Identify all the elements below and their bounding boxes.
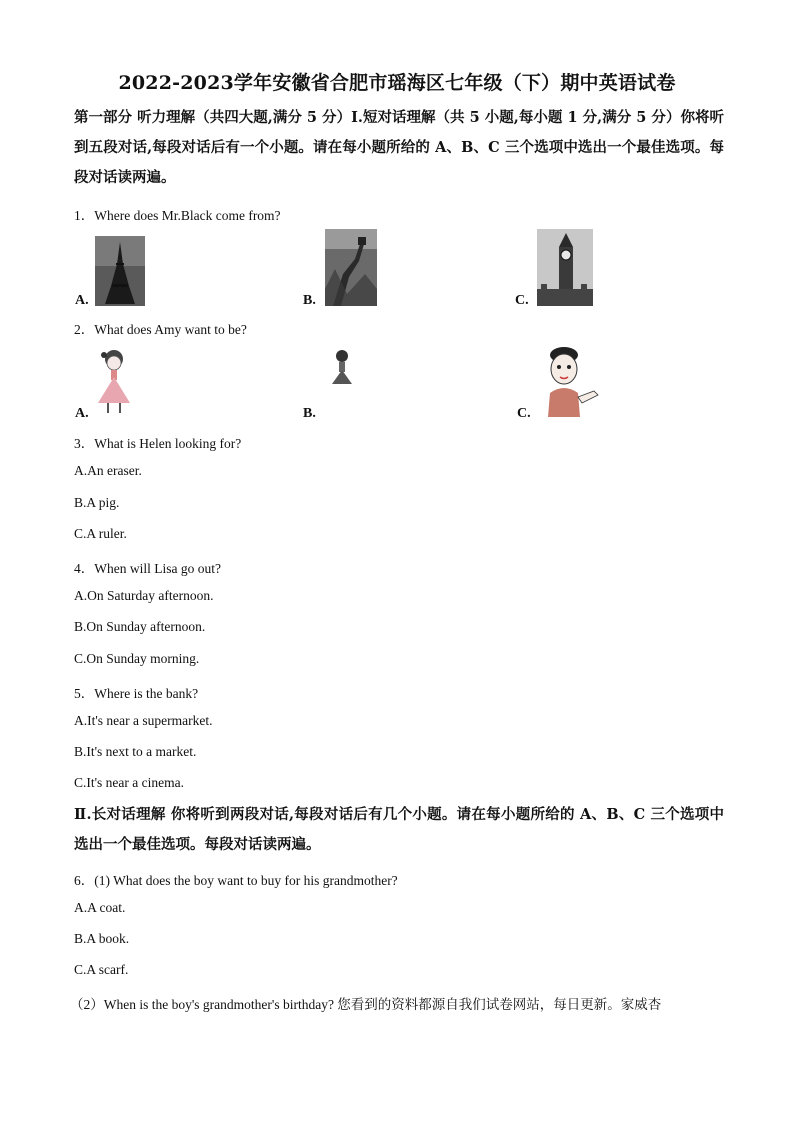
question-6-2: （2）When is the boy's grandmother's birthday? 您看到的资料都源自我们试卷网站，每日更新。家威杏 [70, 997, 662, 1012]
q4-option-c: C.On Sunday morning. [74, 651, 200, 666]
q1-option-a-label: A. [75, 293, 89, 308]
q1-option-c-label: C. [515, 293, 529, 308]
q2-option-b-label: B. [303, 406, 316, 421]
page-title: 2022-2023学年安徽省合肥市瑶海区七年级（下）期中英语试卷 [118, 72, 676, 94]
question-6: 6．(1) What does the boy want to buy for his grandmother? [74, 873, 398, 888]
q6-option-a: A.A coat. [74, 900, 126, 915]
q2-option-a-label: A. [75, 406, 89, 421]
q6-option-b: B.A book. [74, 931, 130, 946]
waitress-icon [540, 345, 602, 419]
q5-option-a: A.It's near a supermarket. [74, 713, 213, 728]
question-2: 2．What does Amy want to be? [74, 322, 247, 337]
q3-option-a: A.An eraser. [74, 463, 142, 478]
q2-option-c-label: C. [517, 406, 531, 421]
question-5: 5．Where is the bank? [74, 686, 199, 701]
eiffel-tower-icon [95, 236, 145, 306]
girl-dancer-icon [90, 345, 138, 415]
q5-option-c: C.It's near a cinema. [74, 775, 185, 790]
question-4: 4．When will Lisa go out? [74, 561, 221, 576]
q1-option-b-label: B. [303, 293, 316, 308]
q3-option-c: C.A ruler. [74, 526, 127, 541]
section2-header: Ⅱ.长对话理解 你将听到两段对话,每段对话后有几个小题。请在每小题所给的 A、B、C 三个选项中选出一个最佳选项。每段对话读两遍。 [74, 806, 724, 853]
big-ben-icon [537, 229, 593, 306]
q6-option-c: C.A scarf. [74, 962, 129, 977]
q3-option-b: B.A pig. [74, 495, 120, 510]
question-1: 1．Where does Mr.Black come from? [74, 208, 281, 223]
q5-option-b: B.It's next to a market. [74, 744, 197, 759]
section1-header: 第一部分 听力理解（共四大题,满分 5 分）Ⅰ.短对话理解（共 5 小题,每小题 1 分,满分 5 分）你将听到五段对话,每段对话后有一个小题。请在每小题所给的 A、B、C 三个选项中选出一个最佳选项。每段对话读两遍。 [74, 109, 724, 186]
great-wall-icon [325, 229, 377, 306]
small-figure-icon [328, 348, 358, 390]
q4-option-b: B.On Sunday afternoon. [74, 619, 206, 634]
question-3: 3．What is Helen looking for? [74, 436, 242, 451]
q4-option-a: A.On Saturday afternoon. [74, 588, 214, 603]
